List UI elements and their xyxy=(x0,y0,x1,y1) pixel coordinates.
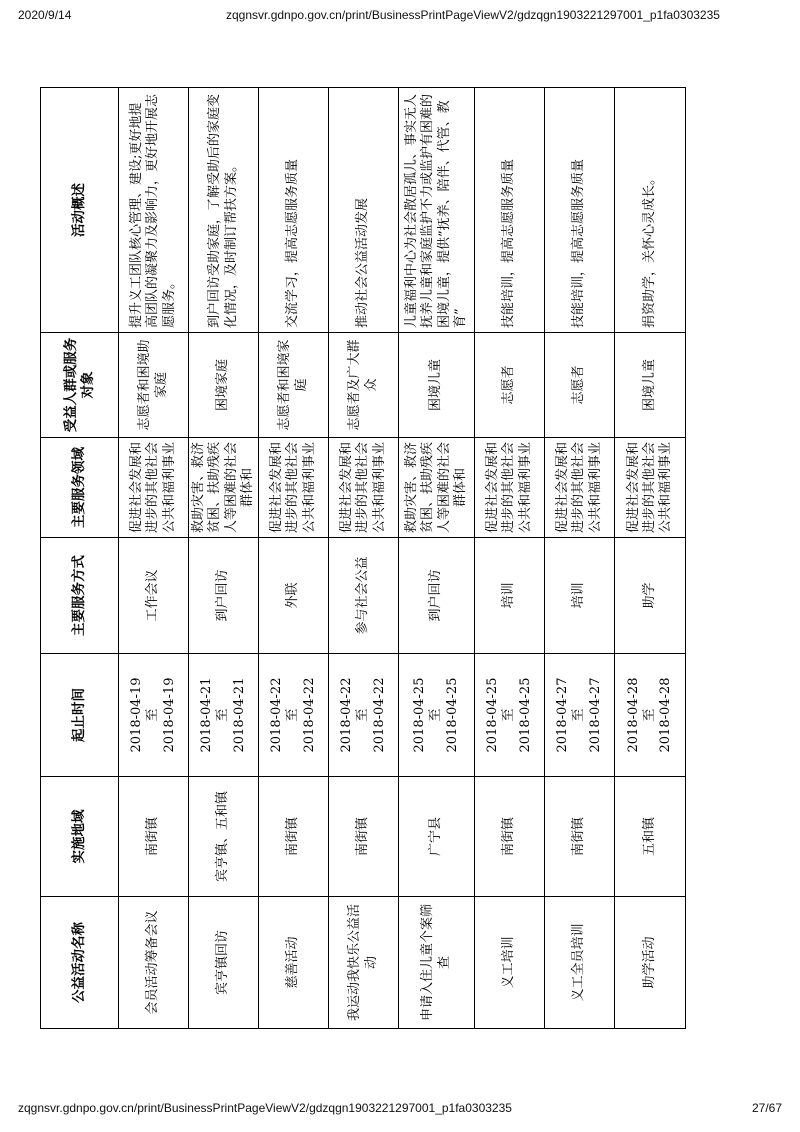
cell-time xyxy=(615,654,686,777)
cell-time xyxy=(119,654,189,777)
cell-target: 志愿者和困境家庭 xyxy=(259,333,329,438)
cell-area: 五和镇 xyxy=(615,777,686,897)
cell-to: 至 xyxy=(501,708,517,722)
cell-desc: 儿童福利中心为社会散居孤儿、事实无人抚养儿童和家庭监护不力或监护有困难的困境儿童，提供”抚养、陪伴、代管、教育” xyxy=(399,88,475,333)
table-row xyxy=(545,88,615,1029)
cell-target: 困境家庭 xyxy=(189,333,259,438)
cell-field: 促进社会发展和进步的其他社会公共和福利事业 xyxy=(615,438,686,538)
cell-area: 宾亨镇、五和镇 xyxy=(189,777,259,897)
cell-name: 申请入住儿童个案筛查 xyxy=(399,897,475,1029)
cell-target: 志愿者 xyxy=(545,333,615,438)
print-date: 2020/9/14 xyxy=(18,8,72,22)
footer-url: zqgnsvr.gdnpo.gov.cn/print/BusinessPrintPageViewV2/gdzqgn1903221297001_p1fa0303235 xyxy=(18,1101,512,1115)
header-time: 起止时间 xyxy=(41,654,119,777)
header-url: zqgnsvr.gdnpo.gov.cn/print/BusinessPrintPageViewV2/gdzqgn1903221297001_p1fa0303235 xyxy=(226,8,720,22)
cell-end: 2018-04-28 xyxy=(658,677,674,753)
cell-start: 2018-04-21 xyxy=(199,677,215,753)
cell-area: 南街镇 xyxy=(475,777,545,897)
cell-field: 促进社会发展和进步的其他社会公共和福利事业 xyxy=(475,438,545,538)
cell-start: 2018-04-25 xyxy=(412,677,428,753)
cell-target: 志愿者和困境助家庭 xyxy=(119,333,189,438)
cell-to: 至 xyxy=(355,708,371,722)
cell-target: 困境儿童 xyxy=(615,333,686,438)
cell-area: 南街镇 xyxy=(545,777,615,897)
header-field: 主要服务领域 xyxy=(41,438,119,538)
rotated-table-container xyxy=(40,88,674,1029)
page-number: 27/67 xyxy=(751,1101,782,1115)
cell-desc: 提升义工团队核心管理、建设;更好地提高团队的凝聚力及影响力，更好地开展志愿服务。 xyxy=(119,88,189,333)
cell-field: 促进社会发展和进步的其他社会公共和福利事业 xyxy=(329,438,399,538)
cell-to: 至 xyxy=(285,708,301,722)
cell-name: 义工培训 xyxy=(475,897,545,1029)
cell-end: 2018-04-19 xyxy=(161,677,177,753)
cell-target: 志愿者及广大群众 xyxy=(329,333,399,438)
cell-desc: 到户回访受助家庭，了解受助后的家庭变化情况，及时制订帮扶方案。 xyxy=(189,88,259,333)
cell-area: 广宁县 xyxy=(399,777,475,897)
cell-desc: 技能培训，提高志愿服务质量 xyxy=(475,88,545,333)
table-header-row xyxy=(41,88,119,1029)
cell-end: 2018-04-22 xyxy=(371,677,387,753)
cell-target: 困境儿童 xyxy=(399,333,475,438)
cell-time xyxy=(545,654,615,777)
header-target: 受益人群或服务对象 xyxy=(41,333,119,438)
cell-field: 促进社会发展和进步的其他社会公共和福利事业 xyxy=(545,438,615,538)
table-row xyxy=(399,88,475,1029)
header-area: 实施地域 xyxy=(41,777,119,897)
cell-to: 至 xyxy=(215,708,231,722)
cell-area: 南街镇 xyxy=(259,777,329,897)
cell-start: 2018-04-22 xyxy=(269,677,285,753)
header-name: 公益活动名称 xyxy=(41,897,119,1029)
table-row xyxy=(329,88,399,1029)
cell-method: 到户回访 xyxy=(189,538,259,654)
cell-desc: 交流学习，提高志愿服务质量 xyxy=(259,88,329,333)
cell-method: 参与社会公益 xyxy=(329,538,399,654)
cell-method: 助学 xyxy=(615,538,686,654)
table-row xyxy=(615,88,686,1029)
cell-target: 志愿者 xyxy=(475,333,545,438)
cell-time xyxy=(189,654,259,777)
table-row xyxy=(189,88,259,1029)
cell-time xyxy=(259,654,329,777)
cell-time xyxy=(329,654,399,777)
cell-area: 南街镇 xyxy=(119,777,189,897)
rotated-table xyxy=(40,88,674,1029)
table-row xyxy=(475,88,545,1029)
header-desc: 活动概述 xyxy=(41,88,119,333)
cell-method: 培训 xyxy=(545,538,615,654)
cell-field: 救助灾害、救济贫困、扶助残疾人等困难的社会群体和 xyxy=(189,438,259,538)
cell-end: 2018-04-25 xyxy=(517,677,533,753)
cell-end: 2018-04-22 xyxy=(301,677,317,753)
cell-area: 南街镇 xyxy=(329,777,399,897)
cell-desc: 技能培训，提高志愿服务质量 xyxy=(545,88,615,333)
cell-name: 宾亨镇回访 xyxy=(189,897,259,1029)
cell-start: 2018-04-27 xyxy=(555,677,571,753)
cell-end: 2018-04-25 xyxy=(444,677,460,753)
cell-method: 培训 xyxy=(475,538,545,654)
table-row xyxy=(119,88,189,1029)
cell-start: 2018-04-28 xyxy=(625,677,641,753)
cell-desc: 捐资助学，关怀心灵成长。 xyxy=(615,88,686,333)
cell-field: 救助灾害、救济贫困、扶助残疾人等困难的社会群体和 xyxy=(399,438,475,538)
cell-to: 至 xyxy=(641,708,657,722)
cell-end: 2018-04-21 xyxy=(231,677,247,753)
cell-name: 我运动我快乐公益活动 xyxy=(329,897,399,1029)
cell-method: 工作会议 xyxy=(119,538,189,654)
cell-time xyxy=(399,654,475,777)
header-method: 主要服务方式 xyxy=(41,538,119,654)
cell-start: 2018-04-19 xyxy=(129,677,145,753)
cell-to: 至 xyxy=(145,708,161,722)
cell-time xyxy=(475,654,545,777)
cell-end: 2018-04-27 xyxy=(587,677,603,753)
table-row xyxy=(259,88,329,1029)
cell-field: 促进社会发展和进步的其他社会公共和福利事业 xyxy=(119,438,189,538)
cell-name: 慈善活动 xyxy=(259,897,329,1029)
cell-method: 到户回访 xyxy=(399,538,475,654)
cell-desc: 推动社会公益活动发展 xyxy=(329,88,399,333)
cell-method: 外联 xyxy=(259,538,329,654)
cell-name: 义工全员培训 xyxy=(545,897,615,1029)
cell-name: 助学活动 xyxy=(615,897,686,1029)
cell-start: 2018-04-22 xyxy=(339,677,355,753)
cell-name: 会员活动筹备会议 xyxy=(119,897,189,1029)
activity-table xyxy=(40,87,686,1029)
cell-start: 2018-04-25 xyxy=(485,677,501,753)
cell-to: 至 xyxy=(571,708,587,722)
cell-to: 至 xyxy=(428,708,444,722)
cell-field: 促进社会发展和进步的其他社会公共和福利事业 xyxy=(259,438,329,538)
